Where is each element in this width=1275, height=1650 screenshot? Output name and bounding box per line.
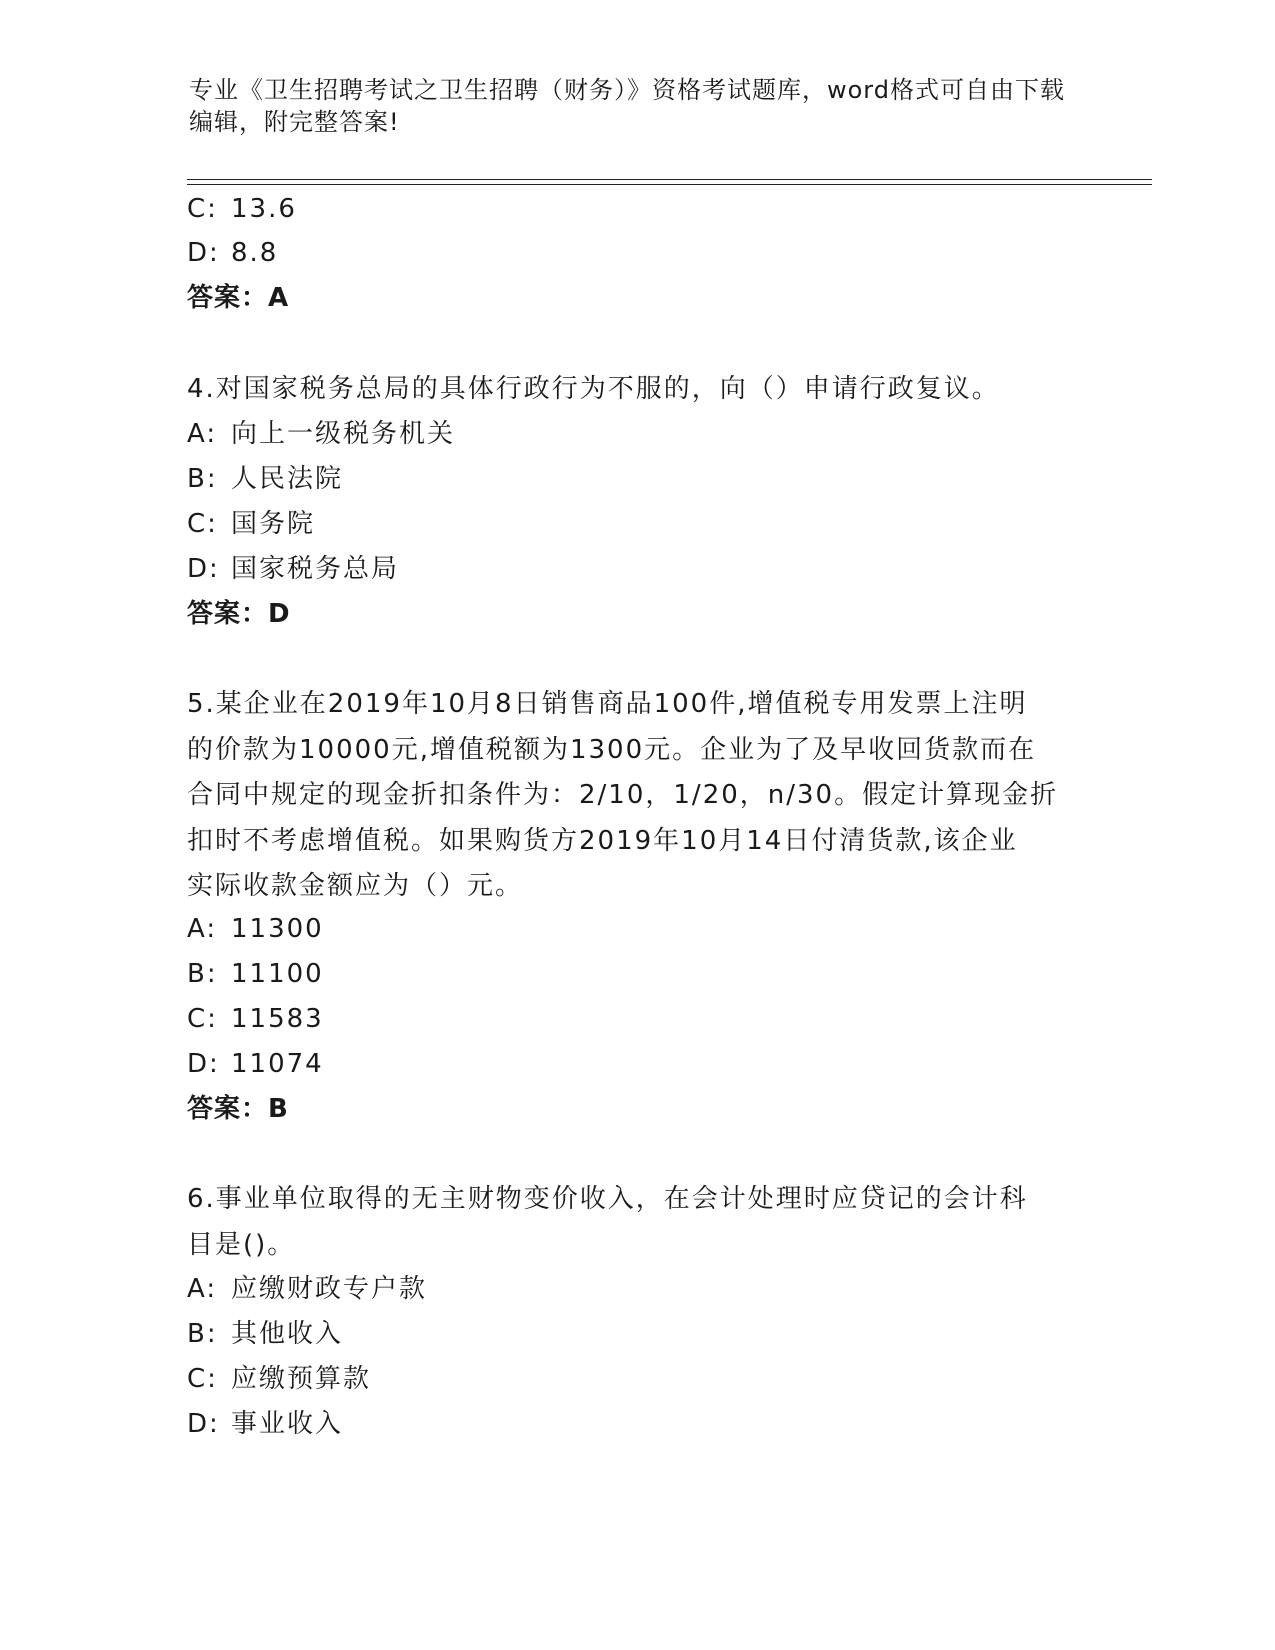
header-divider-top: [187, 179, 1152, 180]
option-label: B:: [187, 1319, 218, 1349]
question-line: 的价款为10000元,增值税额为1300元。企业为了及早收回货款而在: [187, 734, 1037, 765]
q5-question: [187, 682, 1087, 910]
q4-answer: 答案：D: [187, 599, 291, 629]
option-text: 11100: [231, 959, 324, 989]
option-label: C:: [187, 1004, 218, 1034]
option-text: 13.6: [231, 194, 297, 224]
question-line: 5.某企业在2019年10月8日销售商品100件,增值税专用发票上注明: [187, 689, 1028, 719]
q4-question: 4.对国家税务总局的具体行政行为不服的，向（）申请行政复议。: [187, 374, 1000, 404]
question-line: 实际收款金额应为（）元。: [187, 871, 524, 901]
q5-option-b: [187, 956, 324, 992]
q6-option-d: [187, 1406, 343, 1442]
option-text: 应缴财政专户款: [231, 1274, 428, 1304]
q4-option-a: [187, 416, 455, 452]
option-text: 11583: [231, 1004, 324, 1034]
option-label: C:: [187, 1364, 218, 1394]
q5-option-c: [187, 1001, 324, 1037]
option-text: 人民法院: [231, 464, 344, 494]
header-line-1: 专业《卫生招聘考试之卫生招聘（财务）》资格考试题库，word格式可自由下载: [189, 76, 1065, 104]
option-label: D:: [187, 1409, 220, 1439]
option-label: D:: [187, 1049, 220, 1079]
option-label: B:: [187, 464, 218, 494]
q5-option-d: [187, 1046, 324, 1082]
option-label: A:: [187, 1274, 218, 1304]
q4-option-d: [187, 551, 399, 587]
option-text: 事业收入: [231, 1409, 344, 1439]
q5-option-a: [187, 911, 324, 947]
question-line: 6.事业单位取得的无主财物变价收入，在会计处理时应贷记的会计科: [187, 1184, 1028, 1214]
option-text: 其他收入: [231, 1319, 344, 1349]
q4-option-b: [187, 461, 343, 497]
option-label: C:: [187, 194, 218, 224]
document-header: [189, 74, 1089, 138]
q6-option-a: [187, 1271, 427, 1307]
option-label: B:: [187, 959, 218, 989]
header-divider-bottom: [187, 184, 1152, 185]
option-label: D:: [187, 554, 220, 584]
option-label: A:: [187, 914, 218, 944]
question-line: 合同中规定的现金折扣条件为：2/10，1/20，n/30。假定计算现金折: [187, 780, 1059, 810]
question-line: 目是()。: [187, 1229, 296, 1260]
option-text: 11300: [231, 914, 324, 944]
option-text: 国务院: [231, 509, 316, 539]
q6-option-c: [187, 1361, 371, 1397]
q5-answer: 答案：B: [187, 1094, 289, 1124]
option-label: C:: [187, 509, 218, 539]
q3-answer: 答案：A: [187, 283, 290, 313]
q3-option-c: [187, 191, 297, 227]
question-line: 扣时不考虑增值税。如果购货方2019年10月14日付清货款,该企业: [187, 825, 1018, 856]
q3-option-d: [187, 235, 278, 271]
q6-option-b: [187, 1316, 343, 1352]
option-label: A:: [187, 419, 218, 449]
option-text: 8.8: [231, 238, 279, 268]
option-text: 11074: [231, 1049, 324, 1079]
option-text: 向上一级税务机关: [231, 419, 456, 449]
q6-question: [187, 1177, 1087, 1268]
q4-option-c: [187, 506, 315, 542]
option-label: D:: [187, 238, 220, 268]
option-text: 国家税务总局: [231, 554, 400, 584]
header-line-2: 编辑，附完整答案!: [189, 108, 400, 136]
option-text: 应缴预算款: [231, 1364, 372, 1394]
